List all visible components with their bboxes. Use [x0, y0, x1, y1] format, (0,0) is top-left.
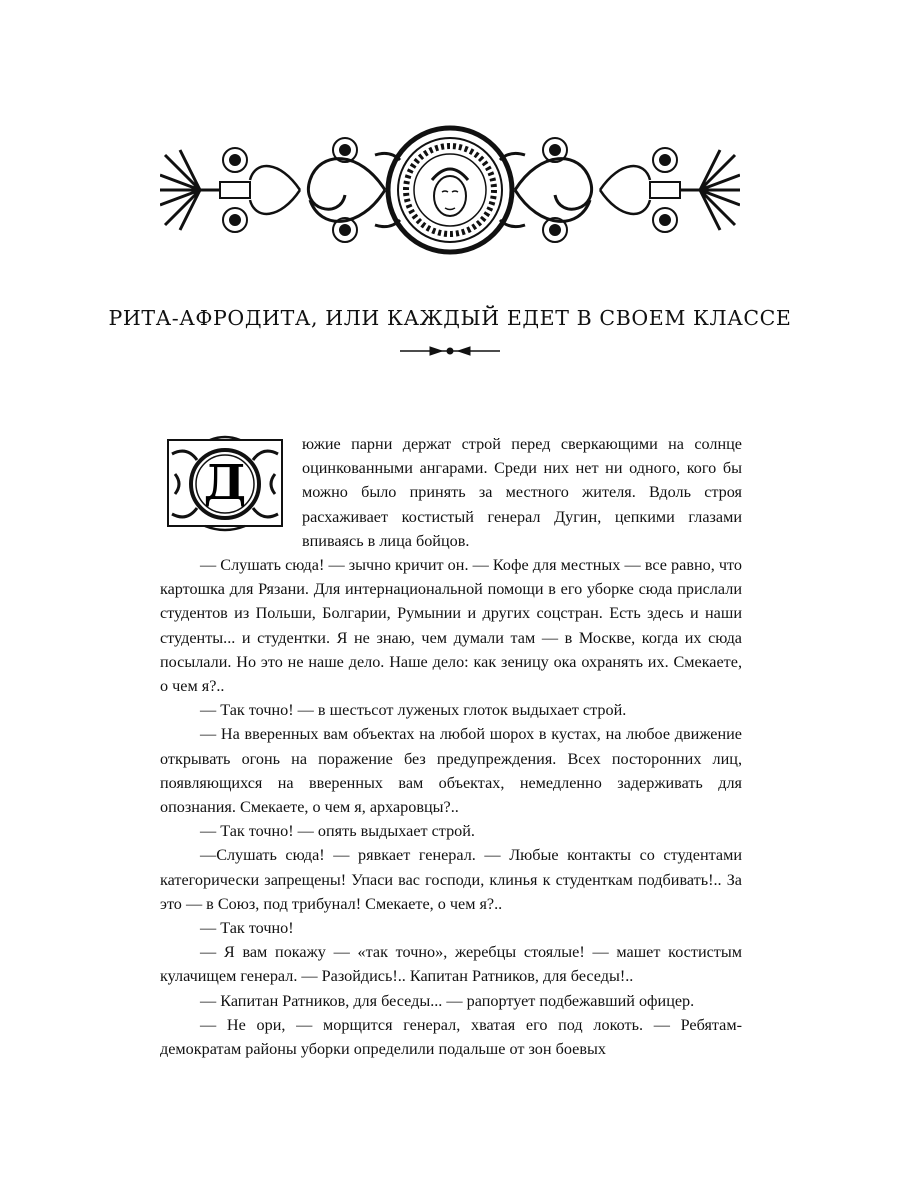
chapter-text: [160, 432, 742, 1061]
title-divider-ornament: [400, 344, 500, 358]
paragraph-5: — Так точно! — опять выдыхает строй.: [200, 822, 475, 841]
chapter-title: РИТА-АФРОДИТА, ИЛИ КАЖДЫЙ ЕДЕТ В СВОЕМ КЛАССЕ: [108, 306, 792, 330]
drop-cap-letter: Д: [203, 454, 247, 511]
paragraph-6: —Слушать сюда! — рявкает генерал. — Любые контакты со студентами категорически запрещены! Упаси вас господи, клинья к студенткам подбивать!.. За это — в Союз, под трибунал! Смекаете, о чем я?..: [160, 846, 742, 913]
paragraph-1-text: южие парни держат строй перед сверкающими на солнце оцинкованными ангарами. Среди них нет ни одного, кого бы можно было принять за местного жителя. Вдоль строя расхаживает костистый генерал Дугин, цепкими глазами впиваясь в лица бойцов.: [302, 435, 742, 550]
paragraph-7: — Так точно!: [200, 919, 294, 938]
paragraph-1: [160, 432, 742, 553]
paragraph-10: — Не ори, — морщится генерал, хватая его под локоть. — Ребятам-демократам районы уборки определили подальше от зон боевых: [160, 1015, 742, 1059]
paragraph-3: — Так точно! — в шестьсот луженых глоток выдыхает строй.: [200, 701, 627, 720]
paragraph-8: — Я вам покажу — «так точно», жеребцы стоялые! — машет костистым кулачищем генерал. — Разойдись!.. Капитан Ратников, для беседы!..: [160, 943, 742, 986]
drop-cap: [160, 434, 290, 532]
paragraph-4: — На вверенных вам объектах на любой шорох в кустах, на любое движение открывать огонь на поражение без предупреждения. Всех посторонних лиц, появляющихся на вверенных вам объектах, немедленно задерживать для опознания. Смекаете, о чем я, архаровцы?..: [160, 725, 742, 817]
paragraph-9: — Капитан Ратников, для беседы... — рапортует подбежавший офицер.: [200, 991, 695, 1010]
paragraph-2: — Слушать сюда! — зычно кричит он. — Кофе для местных — все равно, что картошка для Рязани. Для интернациональной помощи в его уборке сюда прислали студентов из Польши, Болгарии, Румынии и других соцстран. Есть здесь и наши студенты... и студентки. Я не знаю, чем думали там — в Москве, когда их сюда посылали. Но это не наше дело. Наше дело: как зеницу ока охранять их. Смекаете, о чем я?..: [160, 556, 742, 696]
ornament-headpiece: [160, 120, 740, 260]
